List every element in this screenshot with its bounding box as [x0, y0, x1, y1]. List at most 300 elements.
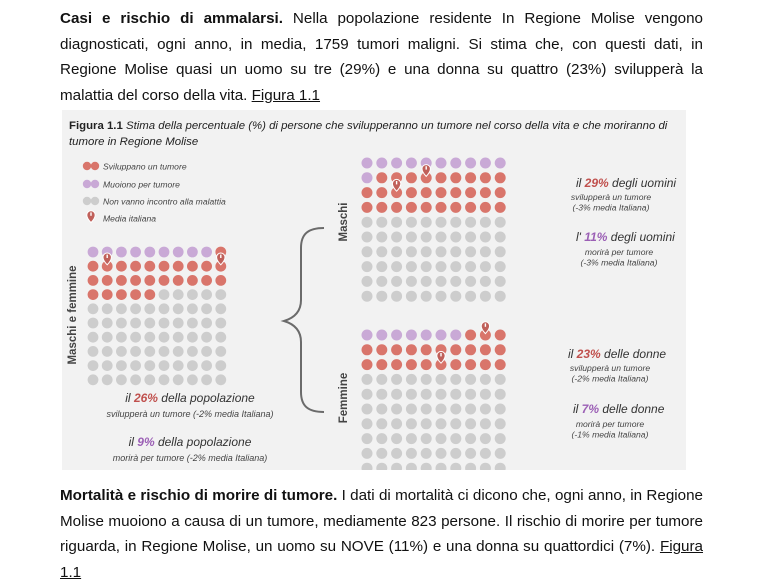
person-dot — [495, 217, 506, 228]
person-dot — [130, 346, 141, 357]
stat-all-die-prefix: il — [128, 435, 138, 449]
person-dot — [130, 360, 141, 371]
person-dot — [362, 217, 373, 228]
person-dot — [450, 158, 461, 169]
person-dot — [116, 261, 127, 272]
person-dot — [376, 418, 387, 429]
person-dot — [495, 246, 506, 257]
person-dot — [144, 360, 155, 371]
stat-all-die-suffix: della popolazione — [154, 435, 252, 449]
person-dot — [116, 289, 127, 300]
person-dot — [376, 433, 387, 444]
stat-women-die — [573, 402, 665, 416]
person-dot — [495, 418, 506, 429]
person-dot — [406, 172, 417, 183]
person-dot — [450, 330, 461, 341]
person-dot — [130, 247, 141, 258]
dot-grid-2 — [362, 322, 506, 470]
paragraph-mortality-title: Mortalità e rischio di morire di tumore. — [60, 487, 338, 504]
person-dot — [159, 318, 170, 329]
person-dot — [173, 261, 184, 272]
person-dot — [480, 291, 491, 302]
person-dot — [391, 374, 402, 385]
person-dot — [144, 374, 155, 385]
person-dot — [480, 433, 491, 444]
person-dot — [376, 246, 387, 257]
person-dot — [450, 202, 461, 213]
person-dot — [376, 172, 387, 183]
person-dot — [436, 433, 447, 444]
person-dot — [391, 276, 402, 287]
person-dot — [450, 291, 461, 302]
person-dot — [102, 318, 113, 329]
legend-item-develop — [83, 162, 187, 172]
person-dot — [480, 217, 491, 228]
person-dot — [173, 247, 184, 258]
person-dot — [391, 158, 402, 169]
person-dot — [465, 202, 476, 213]
person-dot — [391, 404, 402, 415]
person-dot — [450, 418, 461, 429]
stat-women-die-sub-line1: morirà per tumore — [575, 419, 645, 429]
person-dot — [406, 276, 417, 287]
italian-average-pin-2-0-mark — [485, 323, 486, 326]
stat-women-develop — [568, 347, 666, 361]
person-dot — [406, 389, 417, 400]
person-dot — [362, 158, 373, 169]
person-dot — [406, 187, 417, 198]
person-dot — [187, 346, 198, 357]
stat-men-die-sub-line1: morirà per tumore — [584, 247, 654, 257]
person-dot — [406, 374, 417, 385]
person-dot — [173, 289, 184, 300]
person-dot — [116, 275, 127, 286]
person-dot — [362, 418, 373, 429]
person-dot — [465, 232, 476, 243]
stat-men-develop-suffix: degli uomini — [608, 176, 677, 190]
person-dot — [102, 332, 113, 343]
person-dot — [436, 448, 447, 459]
person-dot — [102, 289, 113, 300]
person-dot — [421, 276, 432, 287]
person-dot — [495, 374, 506, 385]
person-dot — [450, 374, 461, 385]
stat-women-develop-suffix: delle donne — [600, 347, 667, 361]
person-dot — [421, 404, 432, 415]
person-dot — [450, 261, 461, 272]
person-dot — [187, 318, 198, 329]
person-dot — [406, 404, 417, 415]
person-dot — [495, 389, 506, 400]
person-dot — [187, 360, 198, 371]
person-dot — [362, 433, 373, 444]
person-dot — [436, 158, 447, 169]
legend-dot — [83, 180, 91, 188]
person-dot — [391, 433, 402, 444]
person-dot — [362, 246, 373, 257]
person-dot — [465, 158, 476, 169]
person-dot — [102, 360, 113, 371]
person-dot — [187, 303, 198, 314]
person-dot — [436, 418, 447, 429]
person-dot — [421, 217, 432, 228]
person-dot — [421, 433, 432, 444]
legend-dot — [91, 180, 99, 188]
person-dot — [480, 359, 491, 370]
person-dot — [495, 291, 506, 302]
person-dot — [173, 318, 184, 329]
person-dot — [159, 346, 170, 357]
person-dot — [88, 261, 99, 272]
person-dot — [465, 344, 476, 355]
person-dot — [376, 359, 387, 370]
person-dot — [495, 232, 506, 243]
person-dot — [465, 217, 476, 228]
person-dot — [465, 418, 476, 429]
legend-dot — [91, 197, 99, 205]
person-dot — [495, 187, 506, 198]
person-dot — [450, 172, 461, 183]
legend-dot — [83, 162, 91, 170]
person-dot — [201, 247, 212, 258]
person-dot — [362, 261, 373, 272]
person-dot — [421, 418, 432, 429]
italian-average-pin-0-0-mark — [107, 255, 108, 258]
person-dot — [159, 247, 170, 258]
person-dot — [376, 261, 387, 272]
italian-average-pin-1-1-mark — [396, 181, 397, 184]
stat-men-die-percent: 11% — [584, 230, 608, 244]
stat-all-die-sub: morirà per tumore (-2% media Italiana) — [112, 453, 268, 463]
stat-men-die — [576, 230, 675, 244]
person-dot — [376, 202, 387, 213]
legend-item-die — [83, 180, 180, 190]
person-dot — [159, 289, 170, 300]
person-dot — [495, 330, 506, 341]
legend-item-pin — [87, 211, 156, 224]
person-dot — [436, 246, 447, 257]
person-dot — [173, 374, 184, 385]
person-dot — [159, 275, 170, 286]
person-dot — [421, 291, 432, 302]
paragraph-incidence-text: Nella popolazione residente In Regione Molise vengono diagnosticati, ogni anno, in media, 1759 tumori maligni. Si stima che, con questi dati, in Regione Molise quasi un uomo su tre (29%) e una donna su quattro (23%) svilupperà la malattia del corso della vita. — [60, 10, 703, 104]
person-dot — [159, 374, 170, 385]
stat-all-develop-percent: 26% — [133, 391, 158, 405]
person-dot — [201, 374, 212, 385]
person-dot — [465, 276, 476, 287]
person-dot — [391, 246, 402, 257]
person-dot — [116, 360, 127, 371]
stat-men-develop-sub-line1: svilupperà un tumore — [570, 192, 652, 202]
person-dot — [362, 389, 373, 400]
person-dot — [391, 389, 402, 400]
person-dot — [215, 332, 226, 343]
person-dot — [480, 187, 491, 198]
person-dot — [159, 332, 170, 343]
person-dot — [362, 404, 373, 415]
dot-grid-0 — [88, 247, 227, 386]
person-dot — [201, 289, 212, 300]
person-dot — [187, 289, 198, 300]
stat-women-develop-prefix: il — [568, 347, 577, 361]
person-dot — [421, 359, 432, 370]
person-dot — [465, 359, 476, 370]
person-dot — [406, 359, 417, 370]
person-dot — [436, 172, 447, 183]
person-dot — [362, 202, 373, 213]
person-dot — [436, 291, 447, 302]
person-dot — [201, 275, 212, 286]
stat-women-develop-sub — [570, 363, 650, 384]
person-dot — [465, 448, 476, 459]
paragraph-incidence — [60, 6, 703, 108]
person-dot — [465, 246, 476, 257]
figure-caption-text: Stima della percentuale (%) di persone che svilupperanno un tumore nel corso della vita e che moriranno di tumore in Regione Molise — [69, 120, 668, 148]
person-dot — [465, 433, 476, 444]
person-dot — [173, 346, 184, 357]
person-dot — [406, 433, 417, 444]
person-dot — [376, 330, 387, 341]
person-dot — [130, 374, 141, 385]
person-dot — [480, 232, 491, 243]
person-dot — [465, 291, 476, 302]
person-dot — [362, 172, 373, 183]
figure-link-1[interactable]: Figura 1.1 — [251, 86, 321, 104]
person-dot — [201, 360, 212, 371]
person-dot — [391, 217, 402, 228]
person-dot — [173, 275, 184, 286]
person-dot — [406, 158, 417, 169]
person-dot — [391, 448, 402, 459]
person-dot — [88, 303, 99, 314]
person-dot — [421, 187, 432, 198]
person-dot — [450, 463, 461, 470]
person-dot — [421, 463, 432, 470]
person-dot — [201, 303, 212, 314]
person-dot — [88, 275, 99, 286]
person-dot — [495, 158, 506, 169]
stat-women-die-prefix: il — [573, 402, 582, 416]
person-dot — [102, 346, 113, 357]
person-dot — [495, 344, 506, 355]
person-dot — [436, 187, 447, 198]
stat-all-develop-sub: svilupperà un tumore (-2% media Italiana) — [106, 409, 274, 419]
person-dot — [465, 463, 476, 470]
person-dot — [144, 332, 155, 343]
person-dot — [436, 202, 447, 213]
person-dot — [215, 374, 226, 385]
person-dot — [187, 247, 198, 258]
person-dot — [480, 202, 491, 213]
person-dot — [406, 202, 417, 213]
person-dot — [495, 276, 506, 287]
stat-men-die-sub-line2: (-3% media Italiana) — [580, 257, 658, 268]
person-dot — [495, 202, 506, 213]
person-dot — [450, 389, 461, 400]
italian-average-pin-1-0-mark — [426, 166, 427, 169]
person-dot — [450, 217, 461, 228]
person-dot — [391, 418, 402, 429]
person-dot — [362, 276, 373, 287]
legend-label: Muoiono per tumore — [103, 179, 180, 190]
figure-caption-label: Figura 1.1 — [69, 120, 123, 132]
person-dot — [480, 463, 491, 470]
person-dot — [116, 346, 127, 357]
person-dot — [376, 187, 387, 198]
person-dot — [495, 172, 506, 183]
person-dot — [102, 303, 113, 314]
person-dot — [465, 261, 476, 272]
person-dot — [391, 359, 402, 370]
person-dot — [376, 448, 387, 459]
person-dot — [88, 318, 99, 329]
person-dot — [421, 202, 432, 213]
stat-women-die-sub — [572, 419, 649, 440]
person-dot — [376, 344, 387, 355]
paragraph-mortality-text: I dati di mortalità ci dicono che, ogni anno, in Regione Molise muoiono a causa di un tumore, mediamente 823 persone. Il rischio di morire per tumore riguarda, in Regione Molise, un uomo su NOVE (11%) e una donna su quattordici (7%). — [60, 487, 703, 555]
stat-women-develop-sub-line2: (-2% media Italiana) — [571, 373, 649, 384]
person-dot — [450, 433, 461, 444]
person-dot — [130, 275, 141, 286]
person-dot — [130, 318, 141, 329]
person-dot — [480, 418, 491, 429]
person-dot — [116, 318, 127, 329]
person-dot — [421, 246, 432, 257]
person-dot — [159, 303, 170, 314]
person-dot — [406, 232, 417, 243]
stat-all-develop — [125, 391, 255, 405]
person-dot — [215, 275, 226, 286]
person-dot — [480, 276, 491, 287]
person-dot — [450, 404, 461, 415]
person-dot — [102, 374, 113, 385]
person-dot — [88, 247, 99, 258]
person-dot — [215, 303, 226, 314]
person-dot — [450, 344, 461, 355]
person-dot — [465, 187, 476, 198]
figure-graphic — [62, 110, 686, 470]
stat-all-develop-suffix: della popolazione — [157, 391, 255, 405]
person-dot — [391, 291, 402, 302]
person-dot — [406, 344, 417, 355]
person-dot — [116, 303, 127, 314]
stat-women-develop-sub-line1: svilupperà un tumore — [569, 363, 651, 373]
person-dot — [406, 330, 417, 341]
person-dot — [173, 303, 184, 314]
person-dot — [421, 448, 432, 459]
person-dot — [88, 374, 99, 385]
stat-women-die-percent: 7% — [581, 402, 600, 416]
person-dot — [362, 374, 373, 385]
person-dot — [436, 261, 447, 272]
person-dot — [88, 346, 99, 357]
person-dot — [376, 217, 387, 228]
person-dot — [376, 276, 387, 287]
person-dot — [421, 389, 432, 400]
person-dot — [116, 332, 127, 343]
person-dot — [362, 187, 373, 198]
person-dot — [406, 448, 417, 459]
person-dot — [187, 332, 198, 343]
person-dot — [480, 389, 491, 400]
panel-label-men: Maschi — [338, 202, 350, 242]
person-dot — [495, 359, 506, 370]
person-dot — [130, 303, 141, 314]
stat-women-die-suffix: delle donne — [599, 402, 665, 416]
stat-women-die-sub-line2: (-1% media Italiana) — [571, 429, 649, 440]
person-dot — [436, 389, 447, 400]
legend-item-none — [83, 197, 226, 207]
person-dot — [144, 289, 155, 300]
person-dot — [421, 374, 432, 385]
legend-dot — [83, 197, 91, 205]
person-dot — [88, 289, 99, 300]
legend-label: Non vanno incontro alla malattia — [103, 196, 226, 207]
person-dot — [436, 374, 447, 385]
person-dot — [421, 330, 432, 341]
person-dot — [391, 232, 402, 243]
person-dot — [450, 246, 461, 257]
stat-men-die-prefix: l' — [576, 230, 585, 244]
legend-label: Media italiana — [103, 213, 157, 224]
stat-men-develop-sub — [571, 192, 651, 213]
stat-all-die — [129, 435, 252, 449]
person-dot — [159, 360, 170, 371]
person-dot — [450, 448, 461, 459]
person-dot — [480, 158, 491, 169]
person-dot — [391, 330, 402, 341]
person-dot — [376, 404, 387, 415]
brace-icon — [284, 228, 324, 412]
person-dot — [215, 360, 226, 371]
panel-label-all: Maschi e femmine — [67, 265, 79, 365]
paragraph-mortality — [60, 483, 703, 585]
dot-grid-1 — [362, 158, 506, 302]
person-dot — [406, 261, 417, 272]
person-dot — [362, 330, 373, 341]
person-dot — [215, 289, 226, 300]
person-dot — [88, 332, 99, 343]
person-dot — [116, 374, 127, 385]
person-dot — [187, 275, 198, 286]
person-dot — [450, 232, 461, 243]
person-dot — [480, 344, 491, 355]
person-dot — [362, 448, 373, 459]
person-dot — [436, 232, 447, 243]
person-dot — [144, 346, 155, 357]
figure-link-2[interactable]: Figura 1.1 — [60, 538, 703, 581]
person-dot — [495, 261, 506, 272]
person-dot — [144, 303, 155, 314]
person-dot — [376, 374, 387, 385]
person-dot — [406, 217, 417, 228]
person-dot — [187, 261, 198, 272]
person-dot — [173, 360, 184, 371]
stat-all-develop-prefix: il — [125, 391, 134, 405]
person-dot — [144, 247, 155, 258]
person-dot — [88, 360, 99, 371]
figure-1-1 — [62, 110, 686, 470]
legend-dot — [91, 162, 99, 170]
person-dot — [391, 463, 402, 470]
person-dot — [406, 418, 417, 429]
person-dot — [450, 359, 461, 370]
person-dot — [187, 374, 198, 385]
person-dot — [465, 330, 476, 341]
person-dot — [201, 318, 212, 329]
person-dot — [450, 187, 461, 198]
person-dot — [436, 463, 447, 470]
